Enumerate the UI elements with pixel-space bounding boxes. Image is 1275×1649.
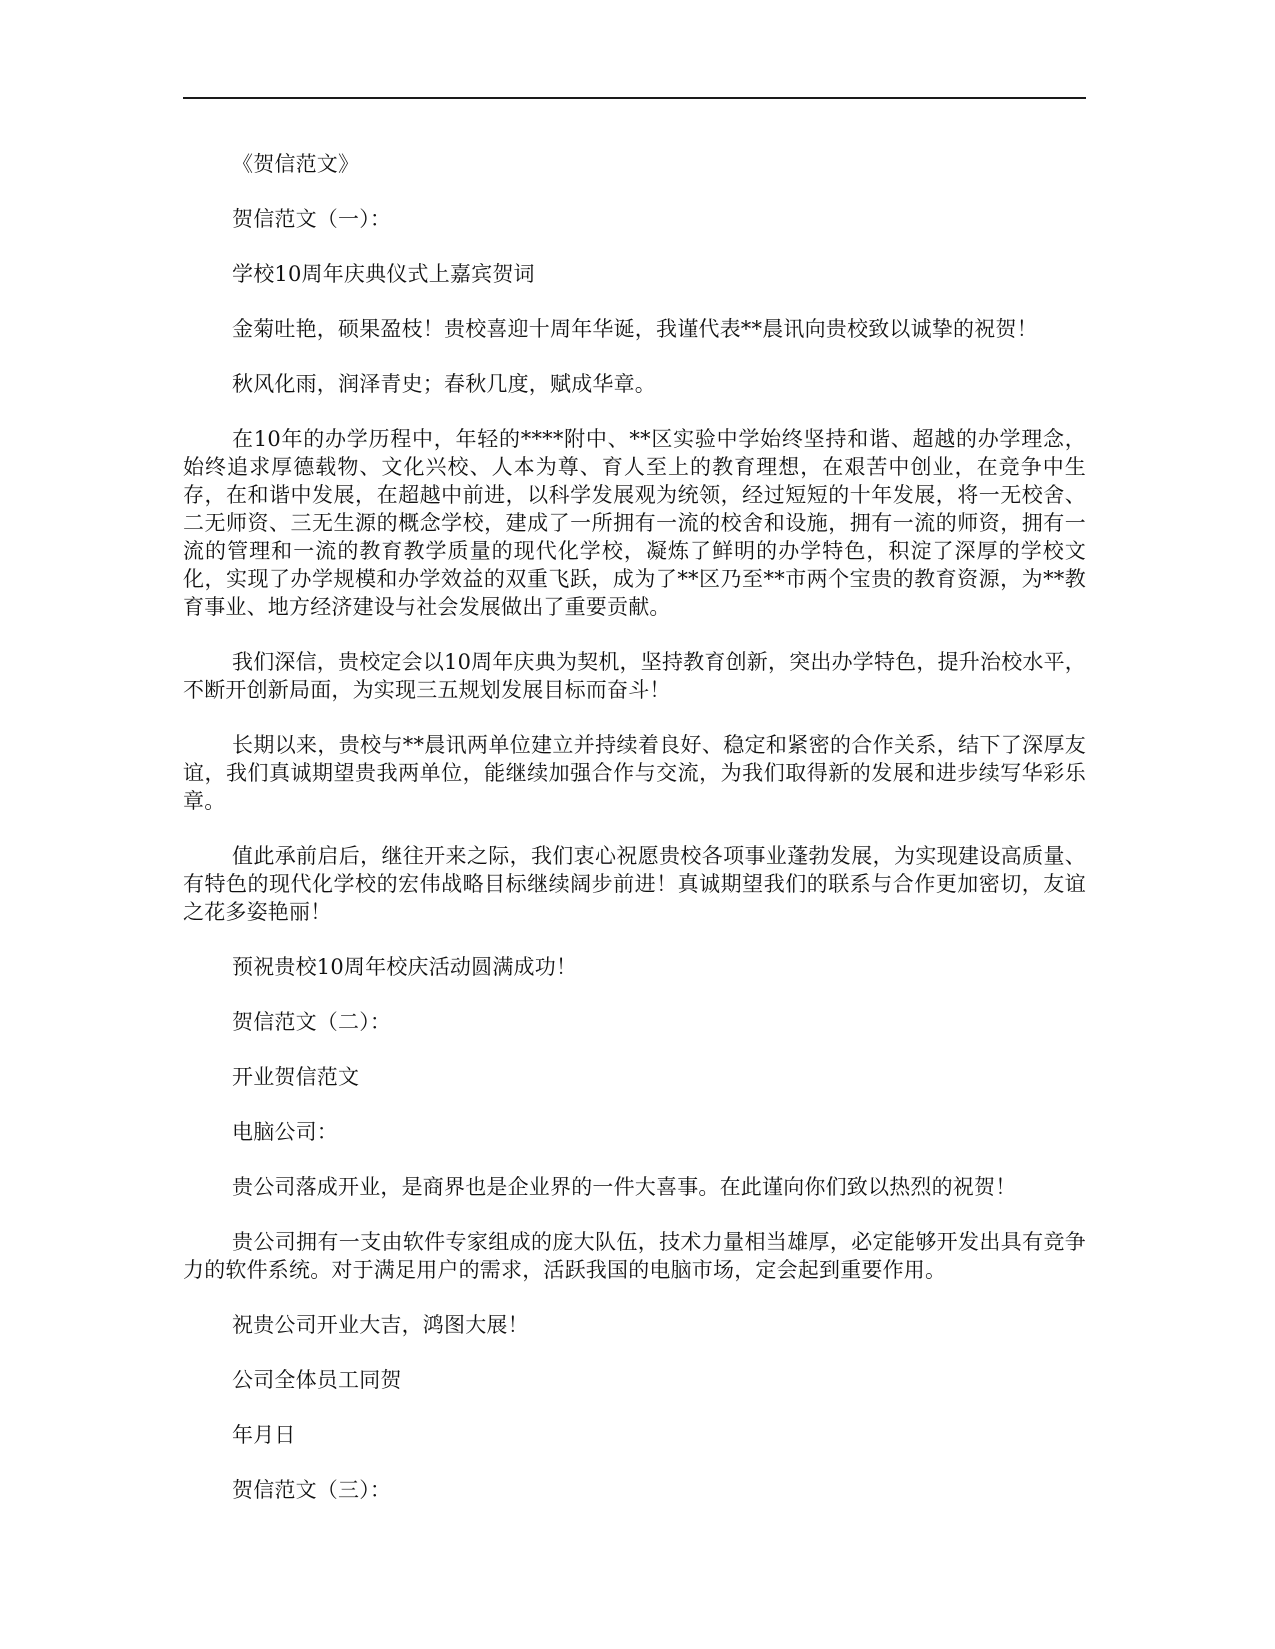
subtitle-opening-letter: 开业贺信范文 <box>232 1065 360 1089</box>
salutation: 电脑公司： <box>232 1120 338 1144</box>
paragraph: 在10年的办学历程中，年轻的****附中、**区实验中学始终坚持和谐、超越的办学理念，始终追求厚德载物、文化兴校、人本为尊、育人至上的教育理想，在艰苦中创业，在竞争中生存，在和谐中发展，在超越中前进，以科学发展观为统领，经过短短的十年发展，将一无校舍、二无师资、三无生源的概念学校，建成了一所拥有一流的校舍和设施，拥有一流的师资，拥有一流的管理和一流的教育教学质量的现代化学校，凝炼了鲜明的办学特色，积淀了深厚的学校文化，实现了办学规模和办学效益的双重飞跃，成为了**区乃至**市两个宝贵的教育资源，为**教育事业、地方经济建设与社会发展做出了重要贡献。 <box>183 427 1086 619</box>
section-heading-3: 贺信范文（三）： <box>232 1478 392 1502</box>
paragraph: 预祝贵校10周年校庆活动圆满成功！ <box>232 955 578 979</box>
subtitle-school-anniversary: 学校10周年庆典仪式上嘉宾贺词 <box>232 262 535 286</box>
paragraph: 贵公司拥有一支由软件专家组成的庞大队伍，技术力量相当雄厚，必定能够开发出具有竞争力的软件系统。对于满足用户的需求，活跃我国的电脑市场，定会起到重要作用。 <box>183 1230 1086 1282</box>
paragraph: 秋风化雨，润泽青史；春秋几度，赋成华章。 <box>232 372 656 396</box>
paragraph: 金菊吐艳，硕果盈枝！贵校喜迎十周年华诞，我谨代表**晨讯向贵校致以诚挚的祝贺！ <box>232 317 1038 341</box>
paragraph: 长期以来，贵校与**晨讯两单位建立并持续着良好、稳定和紧密的合作关系，结下了深厚友谊，我们真诚期望贵我两单位，能继续加强合作与交流，为我们取得新的发展和进步续写华彩乐章。 <box>183 733 1086 813</box>
section-heading-1: 贺信范文（一）： <box>232 207 392 231</box>
document-title: 《贺信范文》 <box>232 152 360 176</box>
paragraph: 祝贵公司开业大吉，鸿图大展！ <box>232 1313 529 1337</box>
paragraph: 贵公司落成开业，是商界也是企业界的一件大喜事。在此谨向你们致以热烈的祝贺！ <box>232 1175 1017 1199</box>
header-rule <box>183 97 1086 99</box>
paragraph: 我们深信，贵校定会以10周年庆典为契机，坚持教育创新，突出办学特色，提升治校水平，不断开创新局面，为实现三五规划发展目标而奋斗！ <box>183 650 1086 702</box>
paragraph: 值此承前启后，继往开来之际，我们衷心祝愿贵校各项事业蓬勃发展，为实现建设高质量、有特色的现代化学校的宏伟战略目标继续阔步前进！真诚期望我们的联系与合作更加密切，友谊之花多姿艳丽！ <box>183 844 1086 924</box>
signature: 公司全体员工同贺 <box>232 1368 402 1392</box>
date-line: 年月日 <box>232 1423 296 1447</box>
section-heading-2: 贺信范文（二）： <box>232 1010 392 1034</box>
document-body <box>183 150 1086 1531</box>
